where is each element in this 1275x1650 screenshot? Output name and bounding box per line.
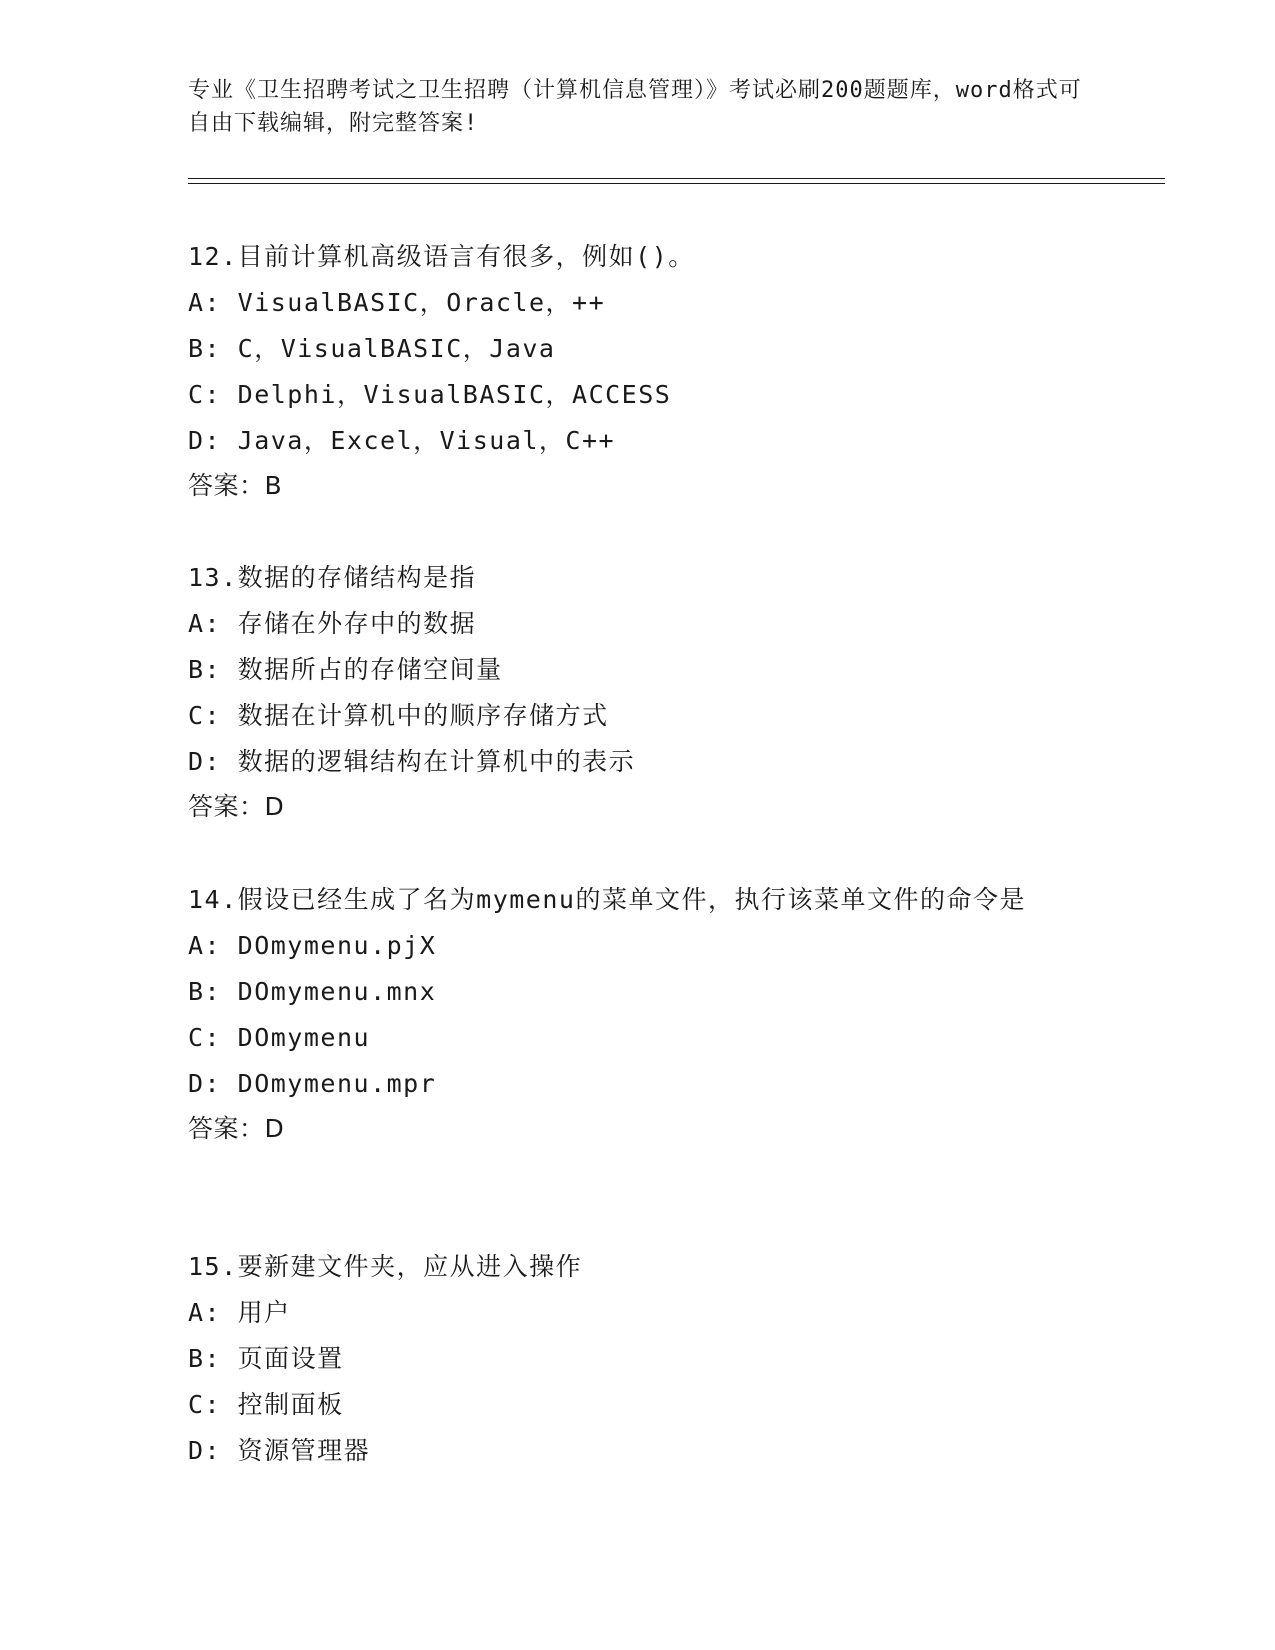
option-c: C: 控制面板 xyxy=(188,1390,344,1419)
document-header: 专业《卫生招聘考试之卫生招聘（计算机信息管理）》考试必刷200题题库，word格式可自由下载编辑，附完整答案! xyxy=(188,78,1082,136)
option-c: C: DOmymenu xyxy=(188,1023,371,1052)
option-b: B: 数据所占的存储空间量 xyxy=(188,655,503,684)
option-c: C: 数据在计算机中的顺序存储方式 xyxy=(188,701,609,730)
option-d: D: 数据的逻辑结构在计算机中的表示 xyxy=(188,747,636,776)
option-c: C: Delphi，VisualBASIC，ACCESS xyxy=(188,380,672,409)
answer: 答案：B xyxy=(188,471,283,500)
option-a: A: DOmymenu.pjX xyxy=(188,931,437,960)
question-stem: 13.数据的存储结构是指 xyxy=(188,563,477,592)
option-d: D: Java，Excel，Visual，C++ xyxy=(188,426,616,455)
question-12 xyxy=(188,234,1088,508)
option-a: A: 存储在外存中的数据 xyxy=(188,609,477,638)
question-15 xyxy=(188,1244,1088,1474)
question-13 xyxy=(188,555,1088,829)
question-stem: 12.目前计算机高级语言有很多，例如()。 xyxy=(188,242,695,271)
answer: 答案：D xyxy=(188,792,285,821)
option-b: B: 页面设置 xyxy=(188,1344,344,1373)
answer: 答案：D xyxy=(188,1114,285,1143)
header-rule-top xyxy=(188,178,1165,179)
option-a: A: VisualBASIC，Oracle，++ xyxy=(188,288,606,317)
question-stem: 15.要新建文件夹，应从进入操作 xyxy=(188,1252,583,1281)
option-d: D: 资源管理器 xyxy=(188,1436,371,1465)
header-rule-bottom xyxy=(188,183,1165,184)
question-stem: 14.假设已经生成了名为mymenu的菜单文件，执行该菜单文件的命令是 xyxy=(188,885,1026,914)
question-14 xyxy=(188,877,1088,1151)
option-a: A: 用户 xyxy=(188,1298,291,1327)
option-b: B: C，VisualBASIC，Java xyxy=(188,334,556,363)
option-b: B: DOmymenu.mnx xyxy=(188,977,437,1006)
option-d: D: DOmymenu.mpr xyxy=(188,1069,437,1098)
